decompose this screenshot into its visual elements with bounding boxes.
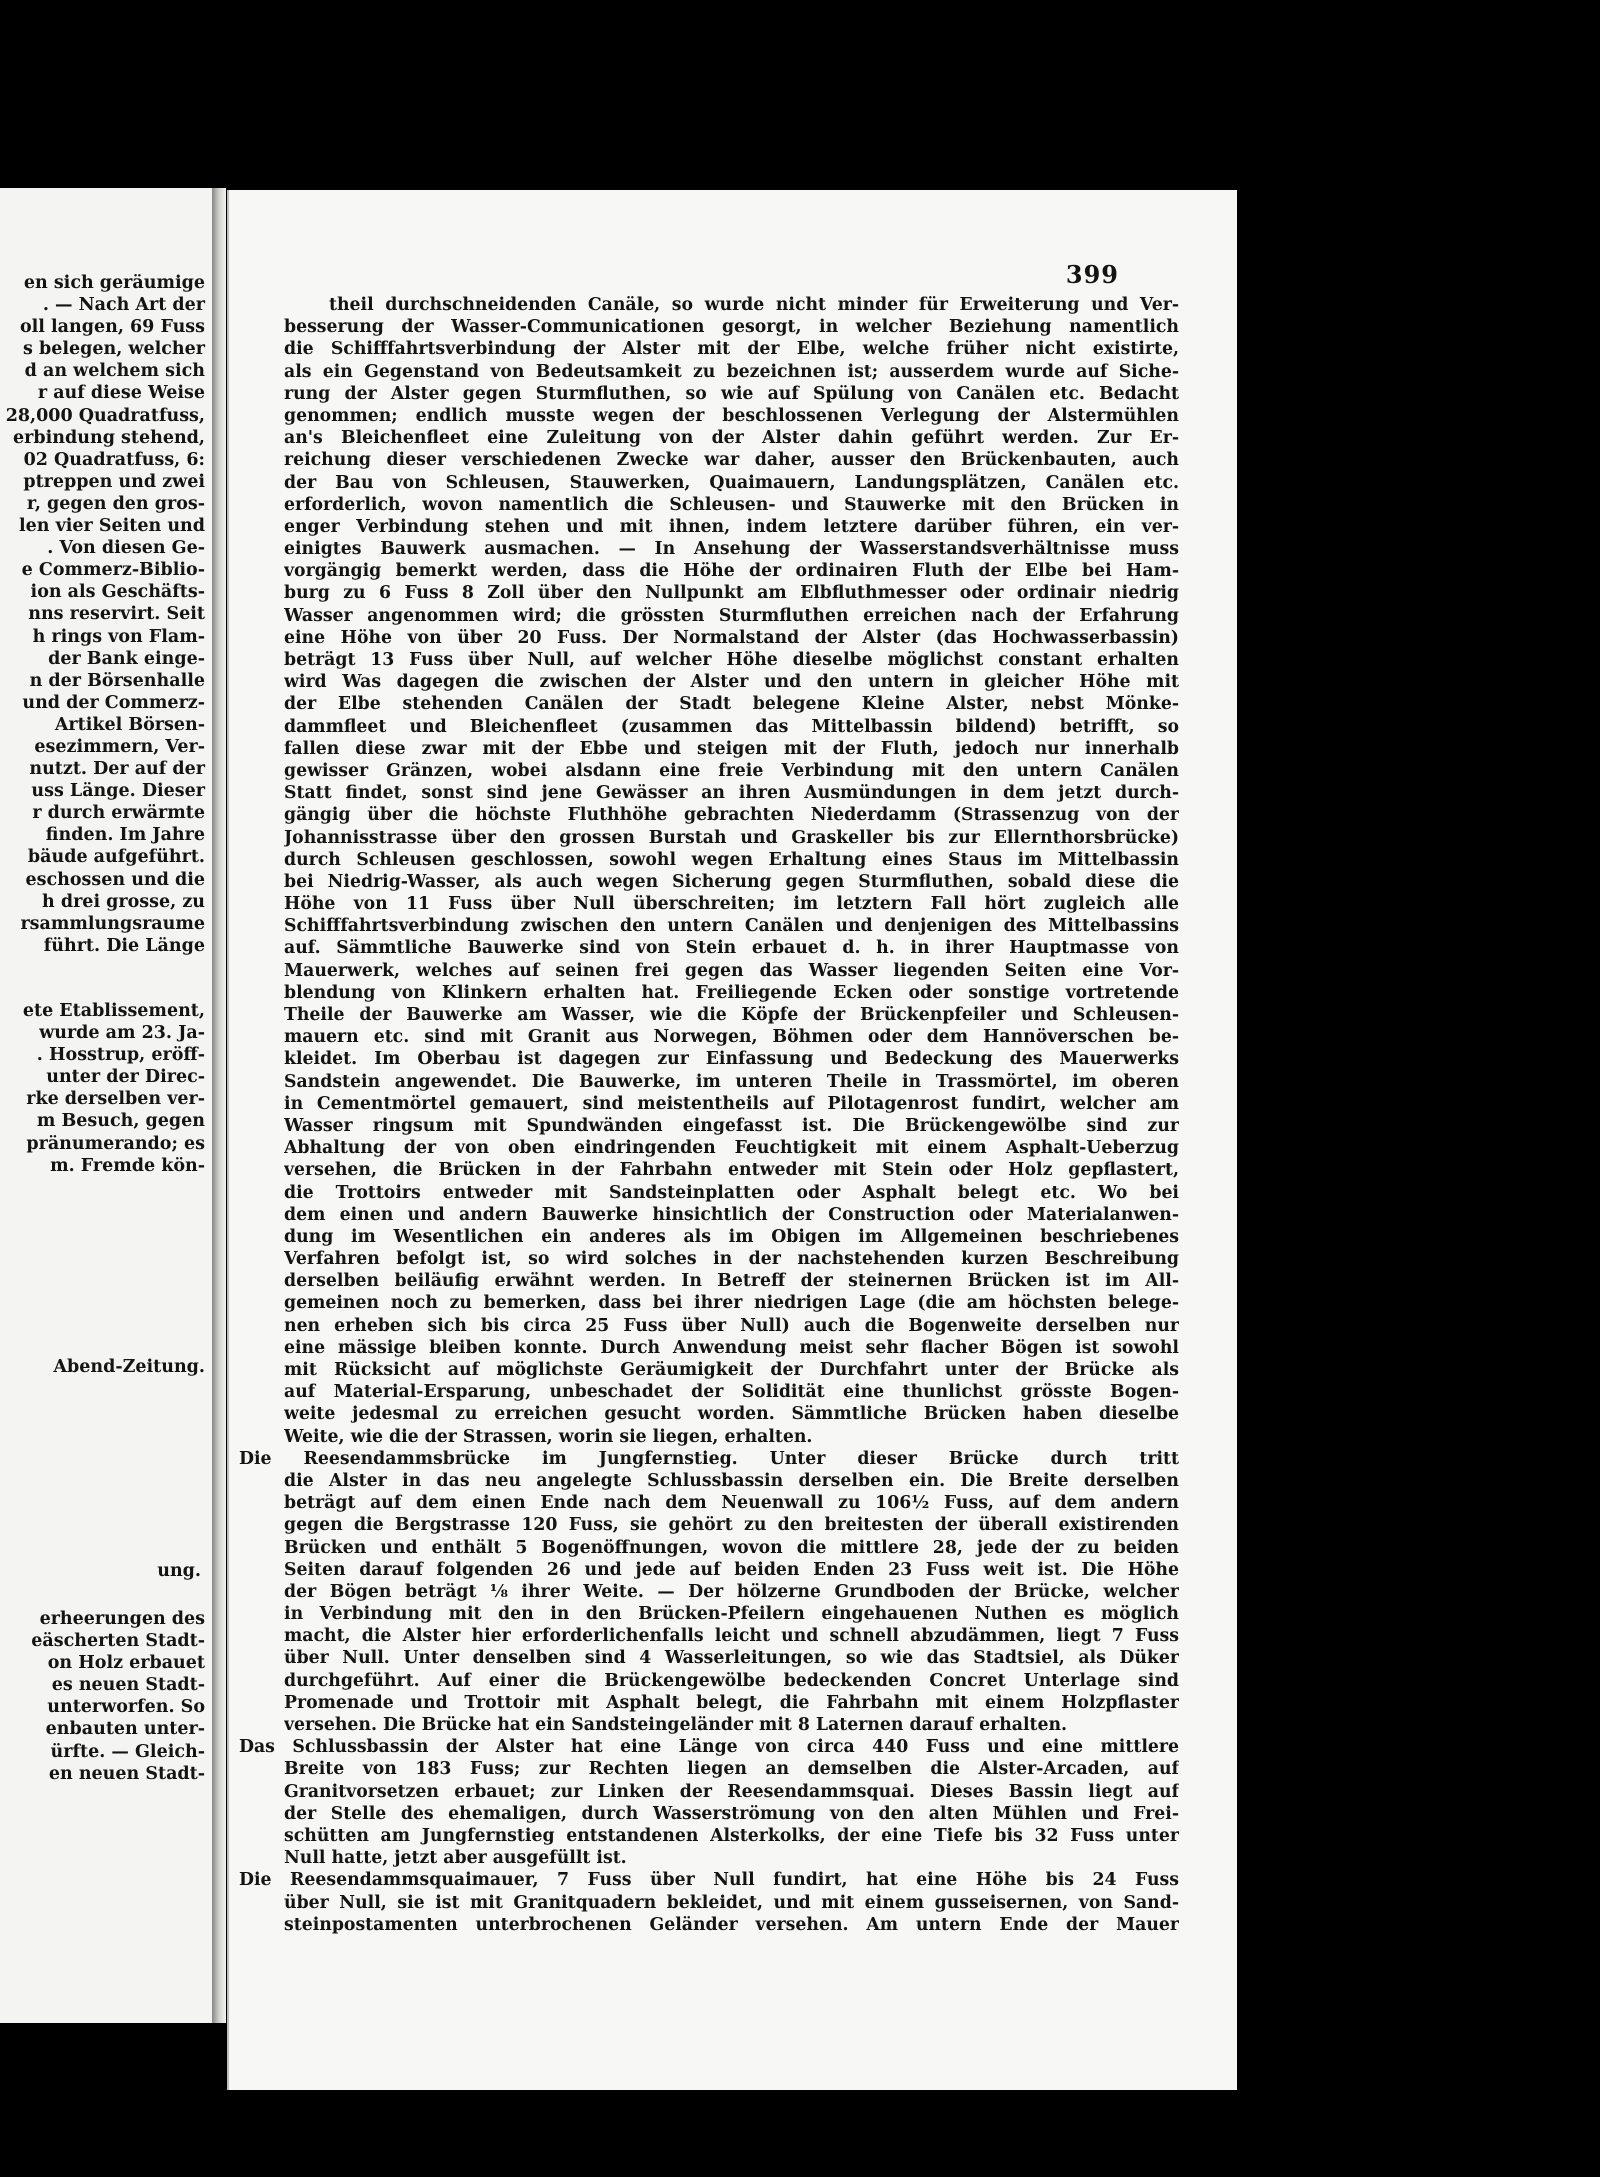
body-text: [239, 294, 1179, 1936]
text-line: Brücken und enthält 5 Bogenöffnungen, wovon die mittlere 28, jede der zu beiden: [284, 1537, 1179, 1558]
left-text-line: finden. Im Jahre: [45, 825, 205, 846]
text-line: Breite von 183 Fuss; zur Rechten liegen an demselben die Alster-Arcaden, auf: [284, 1759, 1179, 1780]
text-line: der Stelle des ehemaligen, durch Wasserströmung von den alten Mühlen und Frei-: [284, 1803, 1179, 1824]
text-line: vorgängig bemerkt werden, dass die Höhe der ordinairen Fluth der Elbe bei Ham-: [284, 561, 1179, 582]
text-line: bei Niedrig-Wasser, als auch wegen Sicherung gegen Sturmfluthen, sobald diese die: [284, 871, 1179, 892]
page-number: 399: [1065, 260, 1119, 289]
left-text-line: nns reservirt. Seit: [28, 604, 205, 625]
left-text-line: enbauten unter-: [45, 1719, 205, 1740]
left-text-line: 28,000 Quadratfuss,: [5, 405, 205, 426]
left-text-line: bäude aufgeführt.: [27, 847, 205, 868]
text-line: besserung der Wasser-Communicationen gesorgt, in welcher Beziehung namentlich: [284, 317, 1179, 338]
left-text-line: esezimmern, Ver-: [34, 736, 205, 757]
text-line: steinpostamenten unterbrochenen Geländer versehen. Am untern Ende der Mauer: [284, 1914, 1179, 1935]
left-text-line: en sich geräumige: [23, 273, 205, 293]
left-text-line: unter der Direc-: [46, 1067, 205, 1088]
left-text-line: ung.: [157, 1561, 201, 1581]
left-text-line: s belegen, welcher: [23, 339, 205, 360]
text-line: reichung dieser verschiedenen Zwecke war daher, ausser den Brückenbauten, auch: [284, 450, 1179, 471]
left-text-line: len vier Seiten und: [19, 516, 205, 537]
left-text-line: erbindung stehend,: [13, 427, 205, 448]
text-line: eine mässige bleiben konnte. Durch Anwendung meist sehr flacher Bögen ist sowohl: [284, 1337, 1179, 1358]
left-text-line: e Commerz-Biblio-: [21, 560, 205, 581]
text-line: gegen die Bergstrasse 120 Fuss, sie gehört zu den breitesten der überall existirenden: [284, 1515, 1179, 1536]
scan-border-top: [0, 0, 1600, 185]
left-text-line: r, gegen den gros-: [26, 493, 205, 514]
left-text-line: ürfte. — Gleich-: [50, 1741, 205, 1762]
text-line: Verfahren befolgt ist, so wird solches in der nachstehenden kurzen Beschreibung: [284, 1249, 1179, 1270]
text-line: Abhaltung der von oben eindringenden Feuchtigkeit mit einem Asphalt-Ueberzug: [284, 1138, 1179, 1159]
left-text-line: en neuen Stadt-: [48, 1763, 205, 1784]
left-text-block-2: [0, 1000, 205, 1177]
text-line: versehen. Die Brücke hat ein Sandsteingeländer mit 8 Laternen darauf erhalten.: [284, 1715, 1068, 1735]
left-text-line: ete Etablissement,: [22, 1001, 205, 1021]
left-text-line: d an welchem sich: [24, 361, 205, 382]
left-text-line: rsammlungsraume: [20, 913, 205, 934]
left-text-line: n der Börsenhalle: [29, 670, 205, 691]
left-text-line: oll langen, 69 Fuss: [19, 317, 205, 338]
left-text-block-3: [0, 1356, 205, 1378]
text-line: Wasser angenommen wird; die grössten Sturmfluthen erreichen nach der Erfahrung: [284, 605, 1179, 626]
text-line: Höhe von 11 Fuss über Null überschreiten; im letztern Fall hört zugleich alle: [284, 894, 1179, 915]
text-line: dem einen und andern Bauwerke hinsichtlich der Construction oder Materialanwen-: [284, 1204, 1179, 1225]
text-line: der Bögen beträgt ⅛ ihrer Weite. — Der hölzerne Grundboden der Brücke, welcher: [284, 1581, 1179, 1602]
text-line: gemeinen noch zu bemerken, dass bei ihrer niedrigen Lage (die am höchsten belege-: [284, 1293, 1179, 1314]
left-text-block-4: [0, 1560, 201, 1582]
text-line: die Alster in das neu angelegte Schlussbassin derselben ein. Die Breite derselben: [284, 1470, 1179, 1491]
text-line: durchgeführt. Auf einer die Brückengewölbe bedeckenden Concret Unterlage sind: [284, 1670, 1179, 1691]
text-line: fallen diese zwar mit der Ebbe und steigen mit der Fluth, jedoch nur innerhalb: [284, 738, 1179, 759]
text-line: Granitvorsetzen erbauet; zur Linken der Reesendammsquai. Dieses Bassin liegt auf: [284, 1781, 1179, 1802]
text-line: macht, die Alster hier erforderlichenfalls leicht und schnell abzudämmen, liegt 7 Fuss: [284, 1626, 1179, 1647]
left-text-line: nutzt. Der auf der: [29, 759, 205, 780]
left-text-line: h drei grosse, zu: [42, 891, 205, 912]
text-line: Schifffahrtsverbindung zwischen den untern Canälen und denjenigen des Mittelbassins: [284, 916, 1179, 937]
text-line: gängig über die höchste Fluthhöhe gebrachten Niederdamm (Strassenzug von der: [284, 805, 1179, 826]
main-page: [227, 190, 1239, 2090]
left-text-line: Artikel Börsen-: [54, 714, 205, 735]
text-line: Die Reesendammsquaimauer, 7 Fuss über Null fundirt, hat eine Höhe bis 24 Fuss: [239, 1870, 1179, 1891]
left-text-line: Abend-Zeitung.: [53, 1357, 205, 1377]
text-line: beträgt 13 Fuss über Null, auf welcher Höhe dieselbe möglichst constant erhalten: [284, 650, 1179, 670]
text-line: der Bau von Schleusen, Stauwerken, Quaimauern, Landungsplätzen, Canälen etc.: [284, 472, 1179, 493]
text-line: schütten am Jungfernstieg entstandenen Alsterkolks, der eine Tiefe bis 32 Fuss unter: [284, 1825, 1179, 1846]
text-line: die Trottoirs entweder mit Sandsteinplatten oder Asphalt belegt etc. Wo bei: [284, 1182, 1179, 1203]
text-line: versehen, die Brücken in der Fahrbahn entweder mit Stein oder Holz gepflastert,: [284, 1160, 1179, 1181]
text-line: Wasser ringsum mit Spundwänden eingefasst ist. Die Brückengewölbe sind zur: [284, 1115, 1179, 1136]
left-page-fragment: [0, 188, 221, 2023]
left-text-line: der Bank einge-: [48, 648, 205, 669]
left-text-line: unterworfen. So: [47, 1697, 205, 1718]
text-line: Null hatte, jetzt aber ausgefüllt ist.: [284, 1848, 627, 1869]
left-text-line: erheerungen des: [39, 1609, 205, 1629]
text-line: durch Schleusen geschlossen, sowohl wegen Erhaltung eines Staus im Mittelbassin: [284, 849, 1179, 870]
left-text-line: r auf diese Weise: [37, 383, 205, 404]
left-text-line: h rings von Flam-: [32, 626, 205, 647]
text-line: Sandstein angewendet. Die Bauwerke, im unteren Theile in Trassmörtel, im oberen: [284, 1071, 1179, 1092]
text-line: Johannisstrasse über den grossen Burstah und Graskeller bis zur Ellernthorsbrücke): [284, 827, 1179, 848]
text-line: kleidet. Im Oberbau ist dagegen zur Einfassung und Bedeckung des Mauerwerks: [284, 1049, 1179, 1070]
left-text-line: . Hosstrup, eröff-: [36, 1045, 205, 1066]
left-text-line: . Von diesen Ge-: [47, 538, 205, 559]
left-text-line: m. Fremde kön-: [50, 1155, 205, 1176]
left-text-block-1: [0, 272, 205, 957]
text-line: Statt findet, sonst sind jene Gewässer an ihren Ausmündungen in dem jetzt durch-: [284, 783, 1179, 804]
text-line: Weite, wie die der Strassen, worin sie liegen, erhalten.: [284, 1426, 813, 1447]
left-text-line: rke derselben ver-: [26, 1089, 205, 1110]
text-line: enger Verbindung stehen und mit ihnen, indem letztere darüber führen, ein ver-: [284, 516, 1179, 537]
left-text-line: . — Nach Art der: [42, 295, 205, 316]
text-line: eine Höhe von über 20 Fuss. Der Normalstand der Alster (das Hochwasserbassin): [284, 627, 1179, 648]
text-line: mauern etc. sind mit Granit aus Norwegen, Böhmen oder dem Hannöverschen be-: [284, 1027, 1179, 1048]
text-line: über Null. Unter denselben sind 4 Wasserleitungen, so wie das Stadtsiel, als Düker: [284, 1648, 1179, 1669]
text-line: erforderlich, wovon namentlich die Schleusen- und Stauwerke mit den Brücken in: [284, 494, 1179, 515]
left-text-line: und der Commerz-: [22, 692, 205, 713]
text-line: theil durchschneidenden Canäle, so wurde nicht minder für Erweiterung und Ver-: [329, 295, 1179, 315]
left-text-line: on Holz erbauet: [47, 1653, 205, 1674]
left-text-line: m Besuch, gegen: [36, 1111, 205, 1132]
text-line: burg zu 6 Fuss 8 Zoll über den Nullpunkt am Elbfluthmesser oder ordinair niedrig: [284, 583, 1179, 604]
scan-border-right: [1237, 185, 1600, 2090]
text-line: der Elbe stehenden Canälen der Stadt belegene Kleine Alster, nebst Mönke-: [284, 694, 1179, 715]
text-line: genommen; endlich musste wegen der beschlossenen Verlegung der Alstermühlen: [284, 405, 1179, 426]
text-line: über Null, sie ist mit Granitquadern bekleidet, und mit einem gusseisernen, von Sand-: [284, 1892, 1179, 1913]
left-text-line: wurde am 23. Ja-: [39, 1023, 205, 1044]
text-line: auf Material-Ersparung, unbeschadet der Solidität eine thunlichst grösste Bogen-: [284, 1382, 1179, 1403]
text-line: Promenade und Trottoir mit Asphalt belegt, die Fahrbahn mit einem Holzpflaster: [284, 1692, 1179, 1713]
text-line: Das Schlussbassin der Alster hat eine Länge von circa 440 Fuss und eine mittlere: [239, 1737, 1179, 1758]
text-line: Theile der Bauwerke am Wasser, wie die Köpfe der Brückenpfeiler und Schleusen-: [284, 1005, 1179, 1025]
text-line: blendung von Klinkern erhalten hat. Freiliegende Ecken oder sonstige vortretende: [284, 982, 1179, 1003]
scan-border-bottom: [0, 2090, 1600, 2177]
text-line: die Schifffahrtsverbindung der Alster mit der Elbe, welche früher nicht existirte,: [284, 339, 1179, 360]
text-line: in Verbindung mit den in den Brücken-Pfeilern eingehauenen Nuthen es möglich: [284, 1604, 1179, 1625]
left-text-line: pränumerando; es: [26, 1133, 205, 1154]
text-line: weite jedesmal zu erreichen gesucht worden. Sämmtliche Brücken haben dieselbe: [284, 1404, 1179, 1425]
text-line: Seiten darauf folgenden 26 und jede auf beiden Enden 23 Fuss weit ist. Die Höhe: [284, 1559, 1179, 1580]
left-text-block-5: [0, 1608, 205, 1785]
text-line: mit Rücksicht auf möglichste Geräumigkeit der Durchfahrt unter der Brücke als: [284, 1360, 1179, 1380]
text-line: auf. Sämmtliche Bauwerke sind von Stein erbauet d. h. in ihrer Hauptmasse von: [284, 938, 1179, 959]
text-line: dung im Wesentlichen ein anderes als im Obigen im Allgemeinen beschriebenes: [284, 1226, 1179, 1247]
text-line: dammfleet und Bleichenfleet (zusammen das Mittelbassin bildend) betrifft, so: [284, 716, 1179, 737]
left-text-line: r durch erwärmte: [32, 803, 205, 824]
book-gutter: [212, 188, 226, 2023]
text-line: Die Reesendammsbrücke im Jungfernstieg. Unter dieser Brücke durch tritt: [239, 1448, 1179, 1469]
left-text-line: 02 Quadratfuss, 6:: [23, 449, 205, 470]
left-text-line: führt. Die Länge: [43, 935, 205, 956]
text-line: beträgt auf dem einen Ende nach dem Neuenwall zu 106½ Fuss, auf dem andern: [284, 1493, 1179, 1514]
left-text-line: eäscherten Stadt-: [31, 1631, 205, 1652]
left-text-line: uss Länge. Dieser: [31, 781, 205, 802]
left-text-line: ptreppen und zwei: [23, 471, 205, 492]
text-line: als ein Gegenstand von Bedeutsamkeit zu bezeichnen ist; ausserdem wurde auf Siche-: [284, 361, 1179, 382]
text-line: in Cementmörtel gemauert, sind meistentheils auf Pilotagenrost fundirt, welcher am: [284, 1093, 1179, 1114]
text-line: nen erheben sich bis circa 25 Fuss über Null) auch die Bogenweite derselben nur: [284, 1315, 1179, 1336]
text-line: wird Was dagegen die zwischen der Alster und den untern in gleicher Höhe mit: [284, 672, 1179, 693]
text-line: Mauerwerk, welches auf seinen frei gegen das Wasser liegenden Seiten eine Vor-: [284, 960, 1179, 981]
left-text-line: eschossen und die: [25, 869, 205, 890]
text-line: rung der Alster gegen Sturmfluthen, so wie auf Spülung von Canälen etc. Bedacht: [284, 383, 1179, 404]
text-line: derselben beiläufig erwähnt werden. In Betreff der steinernen Brücken ist im All-: [284, 1271, 1179, 1292]
left-text-line: es neuen Stadt-: [51, 1675, 205, 1696]
text-line: gewisser Gränzen, wobei alsdann eine freie Verbindung mit den untern Canälen: [284, 760, 1179, 781]
left-text-line: ion als Geschäfts-: [30, 582, 205, 603]
text-line: an's Bleichenfleet eine Zuleitung von der Alster dahin geführt werden. Zur Er-: [284, 428, 1179, 449]
text-line: einigtes Bauwerk ausmachen. — In Ansehung der Wasserstandsverhältnisse muss: [284, 539, 1179, 560]
